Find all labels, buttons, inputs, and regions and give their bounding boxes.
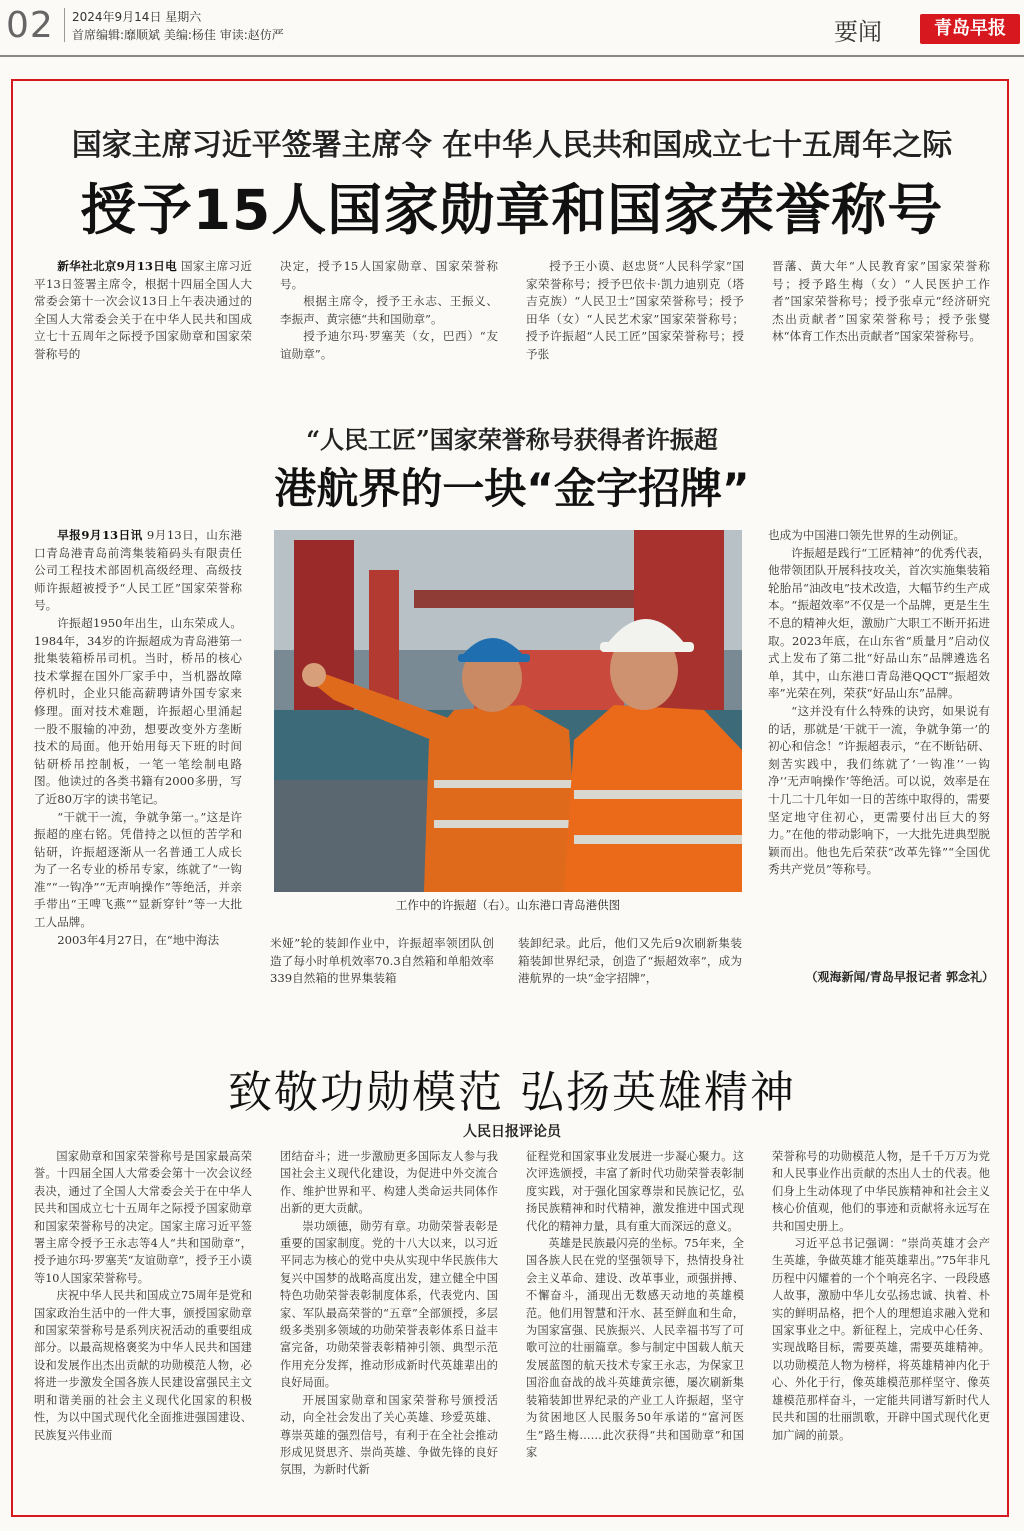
header-divider	[64, 8, 65, 42]
article1-col2-p3: 授予迪尔玛·罗塞芙（女，巴西）“友谊勋章”。	[280, 329, 498, 361]
article1-col2-p2: 根据主席令，授予王永志、王振义、李振声、黄宗德“共和国勋章”。	[280, 294, 498, 326]
article2-column-3	[518, 935, 742, 988]
article2-byline: （观海新闻/青岛早报记者 郭念礼）	[805, 970, 994, 984]
article3-col1-p1: 国家勋章和国家荣誉称号是国家最高荣誉。十四届全国人大常委会第十一次会议经表决，通过了全国人大常委会关于在中华人民共和国成立七十五周年之际授予国家勋章和国家荣誉称号的决定。国家主席习近平签署主席令授予王永志等4人“共和国勋章”，授予迪尔玛·罗塞芙“友谊勋章”，授予王小谟等10人国家荣誉称号。	[34, 1150, 252, 1285]
article1-col1-text: 国家主席习近平13日签署主席令，根据十四届全国人大常委会第十一次会议13日上午表决通过的全国人大常委会关于在中华人民共和国成立七十五周年之际授予国家勋章和国家荣誉称号的	[34, 259, 252, 361]
article3-col3-p2: 英雄是民族最闪亮的坐标。75年来，全国各族人民在党的坚强领导下，热情投身社会主义革命、建设、改革事业，顽强拼搏、不懈奋斗，涌现出无数感天动地的英雄模范。他们用智慧和汗水、甚至鲜血和生命，为国家富强、民族振兴、人民幸福书写了可歌可泣的壮丽篇章。参与制定中国载人航天发展蓝图的航天技术专家王永志，为保家卫国浴血奋战的战斗英雄黄宗德，屡次刷新集装箱装卸世界纪录的产业工人许振超，坚守为贫困地区人民服务50年承诺的“富河医生”路生梅……此次获得“共和国勋章”和国家	[526, 1237, 744, 1459]
port-workers-photo	[274, 530, 742, 892]
article1-dateline: 新华社北京9月13日电	[57, 259, 178, 273]
photo-illustration	[274, 530, 742, 892]
article2-col1-p3: “干就干一流，争就争第一。”这是许振超的座右铭。凭借持之以恒的苦学和钻研，许振超逐渐从一名普通工人成长为了一名专业的桥吊专家，练就了“一钩准”“一钩净”“无声响操作”等绝活，并亲手带出“王啤飞燕”“显新穿针”等一大批工人品牌。	[34, 809, 242, 930]
article1-col2-p1: 决定，授予15人国家勋章、国家荣誉称号。	[280, 259, 498, 291]
article3-col1-p2: 庆祝中华人民共和国成立75周年是党和国家政治生活中的一件大事，颁授国家勋章和国家荣誉称号是系列庆祝活动的重要组成部分。以最高规格褒奖为中华人民共和国建设和发展作出杰出贡献的功勋模范人物，必将进一步激发全国各族人民建设富强民主文明和谐美丽的社会主义现代化国家的积极性，为以中国式现代化全面推进强国建设、民族复兴伟业而	[34, 1289, 252, 1442]
page-number: 02	[6, 5, 54, 46]
article1-headline: 授予15人国家勋章和国家荣誉称号	[80, 178, 944, 242]
editor-credits: 首席编辑:靡顺斌 美编:杨佳 审读:赵仿严	[72, 28, 284, 42]
article2-dateline: 早报9月13日讯	[57, 528, 143, 542]
article3-col2-p1: 团结奋斗；进一步激励更多国际友人参与我国社会主义现代化建设，为促进中外交流合作、维护世界和平、构建人类命运共同体作出新的更大贡献。	[280, 1150, 498, 1216]
article2-headline: 港航界的一块“金字招牌”	[274, 464, 750, 513]
article2-col1-p1: 9月13日，山东港口青岛港青岛前湾集装箱码头有限责任公司工程技术部固机高级经理、高级技师许振超被授予“人民工匠”国家荣誉称号。	[34, 528, 242, 613]
article2-kicker: “人民工匠”国家荣誉称号获得者许振超	[306, 425, 718, 454]
article3-col4-p1: 荣誉称号的功勋模范人物，是千千万万为党和人民事业作出贡献的杰出人士的代表。他们身上生动体现了中华民族精神和社会主义核心价值观，他们的事迹和贡献将永远写在共和国史册上。	[772, 1150, 990, 1233]
article2-col2-text: 米娅”轮的装卸作业中，许振超率领团队创造了每小时单机效率70.3自然箱和单船效率339自然箱的世界集装箱	[270, 936, 494, 986]
article3-source: 人民日报评论员	[463, 1124, 561, 1140]
article1-column-4	[772, 258, 990, 346]
article1-column-1	[34, 258, 252, 364]
article2-column-2	[270, 935, 494, 988]
section-label: 要闻	[834, 18, 882, 46]
issue-date: 2024年9月14日 星期六	[72, 10, 202, 24]
article2-column-4	[768, 527, 990, 879]
article1-column-2	[280, 258, 498, 364]
article3-column-2	[280, 1148, 498, 1479]
article2-column-1	[34, 527, 242, 949]
article3-column-3	[526, 1148, 744, 1461]
article1-column-3	[526, 258, 744, 364]
article3-col2-p3: 开展国家勋章和国家荣誉称号颁授活动，向全社会发出了关心英雄、珍爱英雄、尊崇英雄的强烈信号，有利于在全社会推动形成见贤思齐、崇尚英雄、争做先锋的良好氛围，为新时代新	[280, 1393, 498, 1477]
article1-kicker: 国家主席习近平签署主席令 在中华人民共和国成立七十五周年之际	[71, 128, 953, 163]
article3-col4-p2: 习近平总书记强调：“崇尚英雄才会产生英雄，争做英雄才能英雄辈出。”75年非凡历程中闪耀着的一个个响亮名字、一段段感人故事，激励中华儿女弘扬忠诚、执着、朴实的鲜明品格，把个人的理想追求融入党和国家事业之中。新征程上，完成中心任务、实现战略目标，需要英雄，需要英雄精神。以功勋模范人物为榜样，将英雄精神内化于心、外化于行，像英雄模范那样坚守、像英雄模范那样奋斗，一定能共同谱写新时代人民共和国的壮丽凯歌，开辟中国式现代化更加广阔的前景。	[772, 1237, 990, 1442]
article2-col4-p1: 也成为中国港口领先世界的生动例证。	[768, 528, 966, 542]
article3-col3-p1: 征程党和国家事业发展进一步凝心聚力。这次评选颁授，丰富了新时代功勋荣誉表彰制度实践，对于强化国家尊崇和民族记忆，弘扬民族精神和时代精神，激发推进中国式现代化的精神力量，具有重大而深远的意义。	[526, 1150, 744, 1233]
article2-col1-p2: 许振超1950年出生，山东荣成人。1984年，34岁的许振超成为青岛港第一批集装箱桥吊司机。当时，桥吊的核心技术掌握在国外厂家手中，当机器故障停机时，企业只能高薪聘请外国专家来修理。面对技术难题，许振超心里涌起一股不服输的冲劲，想要改变外方垄断技术的局面。他开始用每天下班的时间钻研桥吊控制板，一笔一笔绘制电路图。他读过的各类书籍有2000多册，写了近80万字的读书笔记。	[34, 615, 242, 806]
article1-col4-text: 晋藩、黄大年“人民教育家”国家荣誉称号；授予路生梅（女）“人民医护工作者”国家荣誉称号；授予张卓元“经济研究杰出贡献者”国家荣誉称号；授予张燮林“体育工作杰出贡献者”国家荣誉称号。	[772, 259, 990, 344]
article3-headline: 致敬功勋模范 弘扬英雄精神	[228, 1067, 796, 1118]
article1-col3-text: 授予王小谟、赵忠贤“人民科学家”国家荣誉称号；授予巴依卡·凯力迪别克（塔吉克族）“人民卫士”国家荣誉称号；授予田华（女）“人民艺术家”国家荣誉称号；授予许振超“人民工匠”国家荣誉称号；授予张	[526, 259, 744, 361]
article2-col3-text: 装卸纪录。此后，他们又先后9次刷新集装箱装卸世界纪录，创造了“振超效率”，成为港航界的一块“金字招牌”，	[518, 936, 742, 986]
article2-col1-p4: 2003年4月27日，在“地中海法	[57, 932, 220, 947]
article3-col2-p2: 崇功颂德，勋劳有章。功勋荣誉表彰是重要的国家制度。党的十八大以来，以习近平同志为核心的党中央从实现中华民族伟大复兴中国梦的战略高度出发，建立健全中国特色功勋荣誉表彰制度体系，代表党内、国家、军队最高荣誉的“五章”全部颁授，多层级多类别多领域的功勋荣誉表彰体系日益丰富完备，功勋荣誉表彰精神引领、典型示范作用充分发挥，推动形成新时代英雄辈出的良好局面。	[280, 1219, 498, 1390]
article2-col4-p3: “这并没有什么特殊的诀窍，如果说有的话，那就是‘干就干一流，争就争第一’的初心和信念！”许振超表示，“在不断钻研、刻苦实践中，我们练就了‘一钩准’‘一钩净’‘无声响操作’等绝活。可以说，效率是在十几二十几年如一日的苦练中取得的，需要坚定地守住初心，更需要付出巨大的努力。”在他的带动影响下，一大批先进典型脱颖而出。他也先后荣获“改革先锋”“全国优秀共产党员”等称号。	[768, 703, 990, 877]
header-rule	[0, 55, 1024, 57]
article3-column-1	[34, 1148, 252, 1444]
photo-caption: 工作中的许振超（右）。山东港口青岛港供图	[395, 898, 621, 912]
newspaper-logo: 青岛早报	[920, 14, 1020, 44]
article3-column-4	[772, 1148, 990, 1444]
article2-col4-p2: 许振超是践行“工匠精神”的优秀代表，他带领团队开展科技攻关，首次实施集装箱轮胎吊“油改电”技术改造，大幅节约生产成本。“振超效率”不仅是一个品牌，更是生生不息的精神火炬，激励广大职工不断开拓进取。2023年底，在山东省“质量月”启动仪式上发布了第二批“好品山东”品牌遴选名单，其中，山东港口青岛港QQCT“振超效率”光荣在列，荣获“好品山东”品牌。	[768, 545, 990, 701]
